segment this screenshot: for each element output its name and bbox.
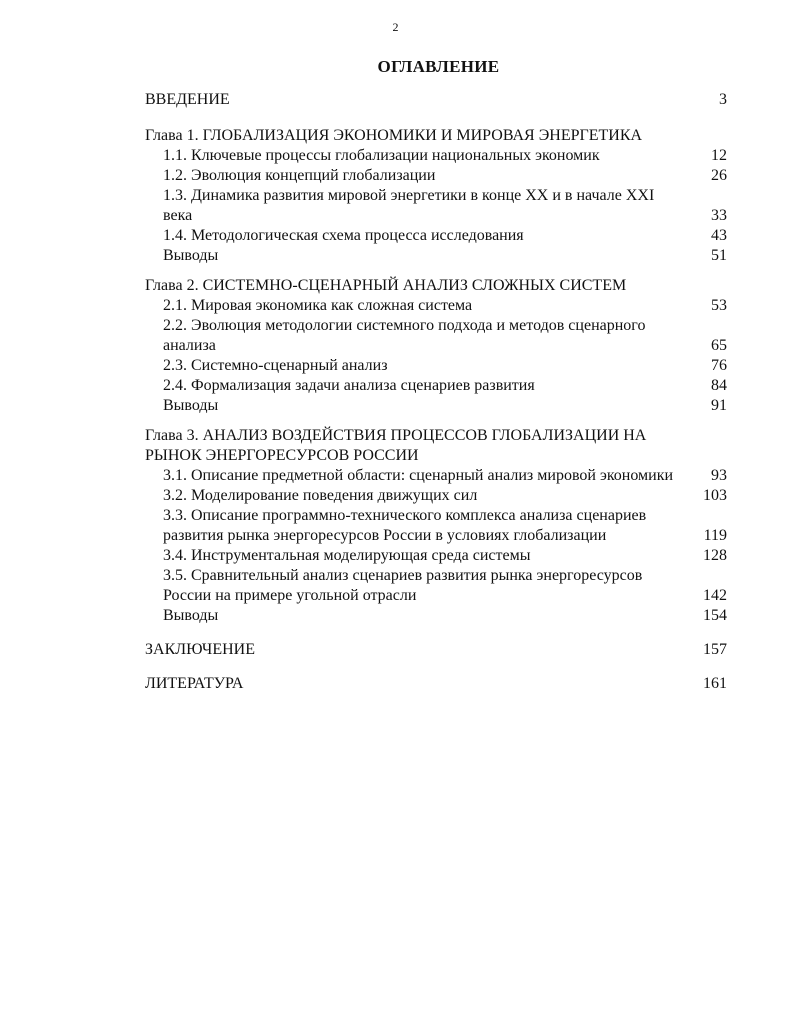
toc-entry-page: 103 <box>703 487 727 504</box>
toc-entry-page: 53 <box>711 297 727 314</box>
toc-entry-conclusion <box>145 640 727 660</box>
toc-entry <box>145 296 727 316</box>
toc-entry-page: 93 <box>711 467 727 484</box>
chapter-title: Глава 2. СИСТЕМНО-СЦЕНАРНЫЙ АНАЛИЗ СЛОЖНЫХ СИСТЕМ <box>145 277 627 294</box>
toc-entry <box>145 356 727 376</box>
toc-entry-conclusions <box>145 606 727 626</box>
toc-entry <box>145 376 727 396</box>
chapter-title: Глава 1. ГЛОБАЛИЗАЦИЯ ЭКОНОМИКИ И МИРОВАЯ ЭНЕРГЕТИКА <box>145 127 643 144</box>
toc-entry <box>145 546 727 566</box>
table-of-contents <box>145 90 727 708</box>
toc-entry <box>145 146 727 166</box>
toc-entry-page: 119 <box>703 527 727 544</box>
toc-entry-literature <box>145 674 727 694</box>
toc-entry-label: 2.2. Эволюция методологии системного подхода и методов сценарного анализа <box>163 317 646 354</box>
toc-entry-label: Выводы <box>163 247 219 264</box>
toc-entry-label: 3.1. Описание предметной области: сценарный анализ мировой экономики <box>163 467 674 484</box>
toc-entry-page: 154 <box>703 607 727 624</box>
toc-chapter-1 <box>145 126 727 266</box>
toc-entry-page: 26 <box>711 167 727 184</box>
toc-entry-label: 3.4. Инструментальная моделирующая среда системы <box>163 547 531 564</box>
toc-entry-page: 91 <box>711 397 727 414</box>
toc-entry <box>145 186 727 226</box>
toc-entry-label: 1.2. Эволюция концепций глобализации <box>163 167 436 184</box>
toc-entry-label: 3.2. Моделирование поведения движущих сил <box>163 487 478 504</box>
page-number: 2 <box>392 20 399 34</box>
toc-entry-page: 3 <box>719 91 727 108</box>
toc-entry-label: Выводы <box>163 607 219 624</box>
toc-entry-intro <box>145 90 727 110</box>
toc-entry-label: 1.3. Динамика развития мировой энергетики в конце XX и в начале XXI века <box>163 187 655 224</box>
toc-chapter-2 <box>145 276 727 416</box>
toc-entry-page: 142 <box>703 587 727 604</box>
page-title: ОГЛАВЛЕНИЕ <box>377 57 500 76</box>
toc-entry-label: 3.3. Описание программно-технического комплекса анализа сценариев развития рынка энергоресурсов России в условиях глобализации <box>163 507 647 544</box>
toc-entry-label: Выводы <box>163 397 219 414</box>
toc-entry-label: ВВЕДЕНИЕ <box>145 91 230 108</box>
toc-entry <box>145 166 727 186</box>
toc-entry-label: ЗАКЛЮЧЕНИЕ <box>145 641 255 658</box>
toc-entry-label: 1.1. Ключевые процессы глобализации национальных экономик <box>163 147 600 164</box>
toc-entry <box>145 506 727 546</box>
toc-entry <box>145 466 727 486</box>
toc-entry-label: ЛИТЕРАТУРА <box>145 675 244 692</box>
toc-entry-page: 33 <box>711 207 727 224</box>
toc-entry-page: 51 <box>711 247 727 264</box>
toc-entry <box>145 316 727 356</box>
toc-entry <box>145 226 727 246</box>
toc-entry-page: 12 <box>711 147 727 164</box>
toc-entry-page: 161 <box>703 675 727 692</box>
toc-entry <box>145 566 727 606</box>
toc-entry <box>145 486 727 506</box>
toc-chapter-3 <box>145 426 727 626</box>
toc-entry-page: 84 <box>711 377 727 394</box>
toc-entry-page: 157 <box>703 641 727 658</box>
toc-entry-page: 76 <box>711 357 727 374</box>
toc-entry-label: 1.4. Методологическая схема процесса исследования <box>163 227 524 244</box>
toc-entry-label: 2.4. Формализация задачи анализа сценариев развития <box>163 377 535 394</box>
toc-entry-conclusions <box>145 396 727 416</box>
toc-entry-label: 2.1. Мировая экономика как сложная система <box>163 297 473 314</box>
toc-entry-label: 3.5. Сравнительный анализ сценариев развития рынка энергоресурсов России на примере угольной отрасли <box>163 567 643 604</box>
toc-entry-page: 43 <box>711 227 727 244</box>
chapter-title: Глава 3. АНАЛИЗ ВОЗДЕЙСТВИЯ ПРОЦЕССОВ ГЛОБАЛИЗАЦИИ НА РЫНОК ЭНЕРГОРЕСУРСОВ РОССИИ <box>145 427 647 464</box>
toc-entry-label: 2.3. Системно-сценарный анализ <box>163 357 388 374</box>
toc-entry-conclusions <box>145 246 727 266</box>
toc-entry-page: 65 <box>711 337 727 354</box>
toc-entry-page: 128 <box>703 547 727 564</box>
